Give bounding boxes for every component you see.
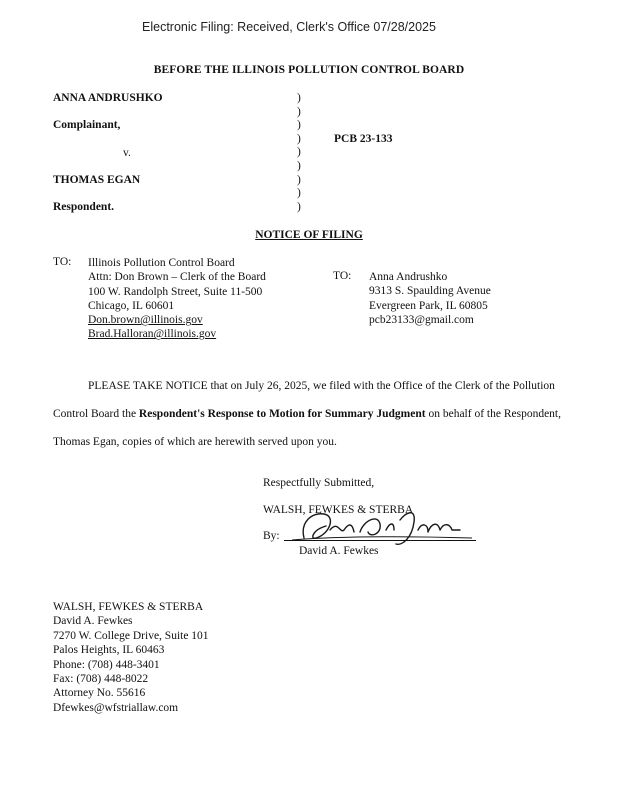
to-label-left: TO: — [53, 256, 72, 268]
filed-document-title: Respondent's Response to Motion for Summary Judgment — [138, 408, 426, 420]
respondent-name: THOMAS EGAN — [53, 174, 141, 186]
body-line-3: Thomas Egan, copies of which are herewith served upon you. — [53, 436, 337, 448]
closing: Respectfully Submitted, — [263, 477, 375, 489]
complainant-name: ANNA ANDRUSHKO — [53, 92, 163, 104]
to-label-right: TO: — [333, 270, 352, 282]
caption-parens: ) ) ) ) ) ) ) ) ) — [297, 92, 301, 213]
email-link-halloran[interactable]: Brad.Halloran@illinois.gov — [88, 328, 217, 341]
signature-line — [284, 540, 476, 541]
versus-label: v. — [123, 147, 131, 159]
respondent-label: Respondent. — [53, 201, 115, 213]
recipient-complainant-address: Anna Andrushko 9313 S. Spaulding Avenue Evergreen Park, IL 60805 pcb23133@gmail.com — [369, 271, 491, 326]
case-number: PCB 23-133 — [334, 133, 393, 145]
handwritten-signature — [282, 500, 482, 550]
attorney-email[interactable]: Dfewkes@wfstriallaw.com — [53, 701, 179, 714]
body-line-1: PLEASE TAKE NOTICE that on July 26, 2025, we filed with the Office of the Clerk of the Pollution — [88, 380, 555, 392]
body-line-2: Control Board the Respondent's Response to Motion for Summary Judgment on behalf of the Respondent, — [53, 408, 562, 420]
notice-title: NOTICE OF FILING — [255, 229, 363, 241]
email-link-clerk[interactable]: Don.brown@illinois.gov — [88, 314, 203, 327]
by-label: By: — [263, 530, 280, 542]
complainant-email[interactable]: pcb23133@gmail.com — [369, 313, 474, 326]
signer-name: David A. Fewkes — [299, 545, 379, 557]
document-heading: BEFORE THE ILLINOIS POLLUTION CONTROL BOARD — [153, 64, 465, 76]
recipient-board-address: Illinois Pollution Control Board Attn: Don Brown – Clerk of the Board 100 W. Randolph Street, Suite 11-500 Chicago, IL 60601 Don.brown@illinois.gov Brad.Halloran@illinois.gov — [88, 257, 266, 341]
attorney-contact-block: WALSH, FEWKES & STERBA David A. Fewkes 7270 W. College Drive, Suite 101 Palos Heights, IL 60463 Phone: (708) 448-3401 Fax: (708) 448-8022 Attorney No. 55616 Dfewkes@wfstriallaw.com — [53, 601, 209, 714]
signature-firm: WALSH, FEWKES & STERBA — [263, 504, 414, 516]
complainant-label: Complainant, — [53, 119, 121, 131]
filing-stamp: Electronic Filing: Received, Clerk's Office 07/28/2025 — [142, 20, 436, 34]
